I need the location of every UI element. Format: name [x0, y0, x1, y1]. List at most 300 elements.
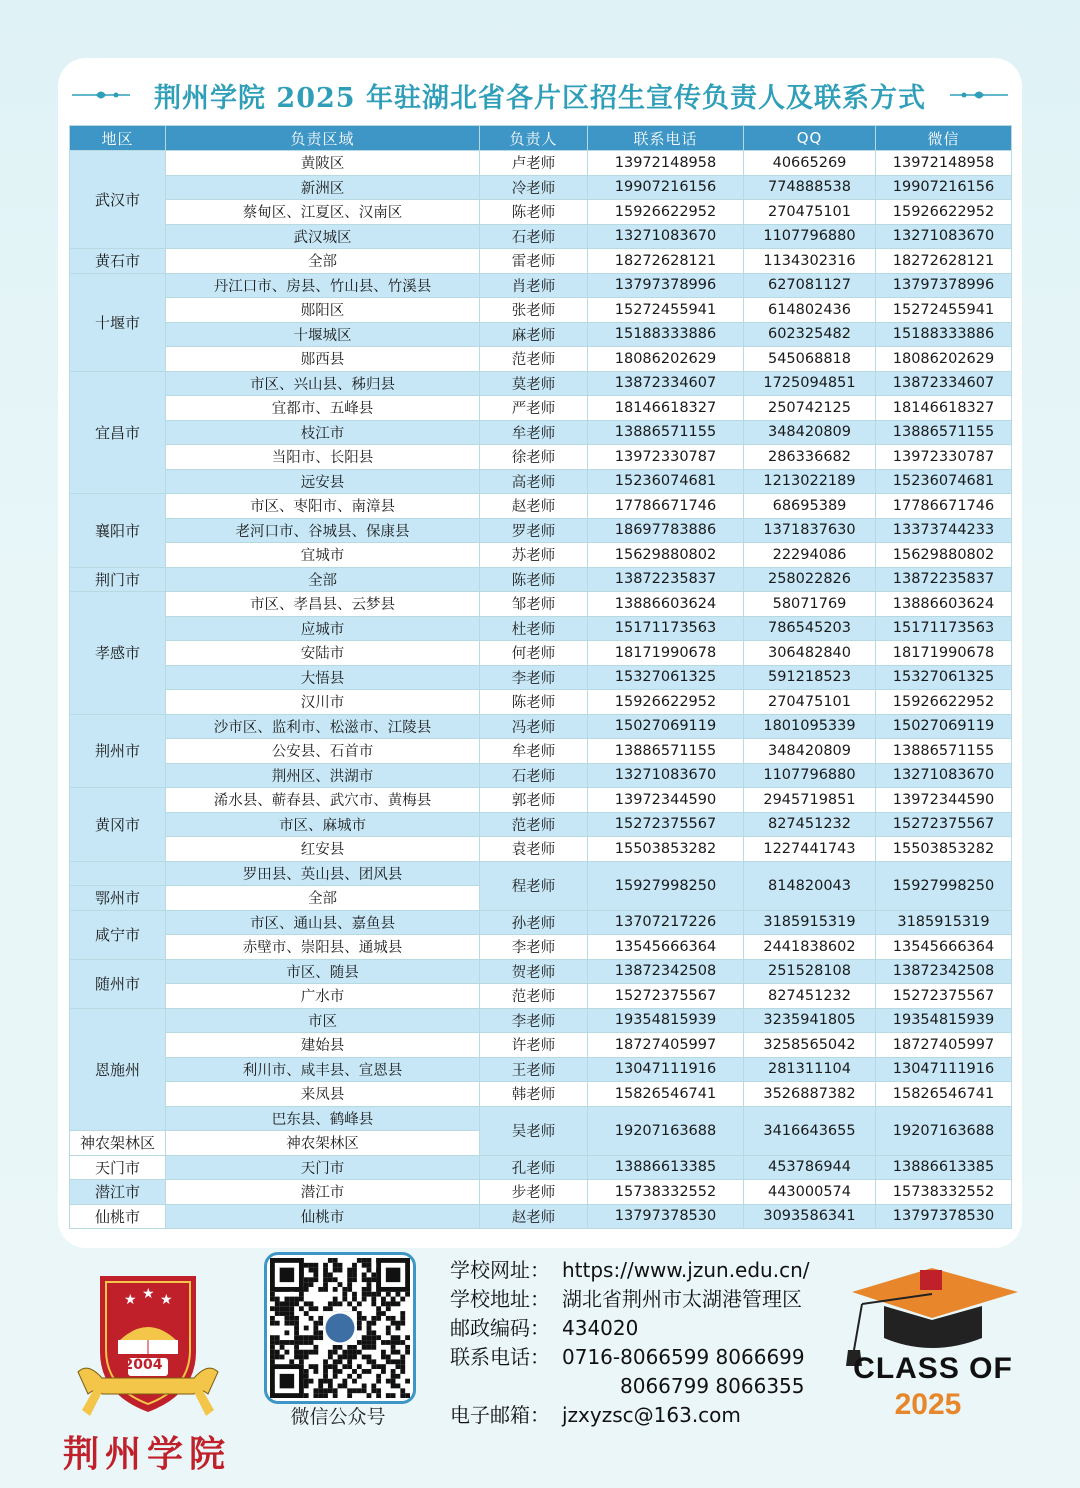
wechat-cell: 15629880802: [876, 543, 1012, 568]
table-row: [70, 322, 1012, 347]
table-row: [70, 592, 1012, 617]
person-cell: 王老师: [480, 1057, 588, 1082]
phone-cell: 15027069119: [588, 714, 744, 739]
person-cell: 步老师: [480, 1180, 588, 1205]
qq-cell: 281311104: [744, 1057, 876, 1082]
phone-cell: 18086202629: [588, 347, 744, 372]
left-ornament-icon: [70, 88, 132, 102]
table-row: [70, 641, 1012, 666]
qq-cell: 627081127: [744, 273, 876, 298]
area-cell: 赤壁市、崇阳县、通城县: [166, 935, 480, 960]
phone-cell: 18146618327: [588, 396, 744, 421]
table-row: [70, 616, 1012, 641]
right-ornament-icon: [948, 88, 1010, 102]
area-cell: 老河口市、谷城县、保康县: [166, 518, 480, 543]
qq-cell: 3258565042: [744, 1033, 876, 1058]
qq-cell: 1107796880: [744, 224, 876, 249]
table-row: [70, 1204, 1012, 1229]
contact-row: [450, 1256, 810, 1285]
area-cell: 浠水县、蕲春县、武穴市、黄梅县: [166, 788, 480, 813]
qq-cell: 614802436: [744, 298, 876, 323]
table-row: [70, 812, 1012, 837]
title-row: [0, 60, 1080, 130]
wechat-cell: 19907216156: [876, 175, 1012, 200]
phone-cell: 15826546741: [588, 1082, 744, 1107]
phone-cell: 13047111916: [588, 1057, 744, 1082]
wechat-cell: 13972330787: [876, 445, 1012, 470]
phone-cell: 13872235837: [588, 567, 744, 592]
wechat-cell: 13271083670: [876, 763, 1012, 788]
qq-cell: 3235941805: [744, 1008, 876, 1033]
phone-cell: 15503853282: [588, 837, 744, 862]
table-row: [70, 273, 1012, 298]
region-cell: 襄阳市: [70, 494, 166, 568]
table-row: [70, 420, 1012, 445]
wechat-cell: 18272628121: [876, 249, 1012, 274]
person-cell: 李老师: [480, 935, 588, 960]
area-cell: 沙市区、监利市、松滋市、江陵县: [166, 714, 480, 739]
qq-cell: 258022826: [744, 567, 876, 592]
phone-cell: 13886571155: [588, 739, 744, 764]
area-cell: 大悟县: [166, 665, 480, 690]
qq-cell: 1725094851: [744, 371, 876, 396]
area-cell: 利川市、咸丰县、宣恩县: [166, 1057, 480, 1082]
region-cell: 鄂州市: [70, 886, 166, 911]
col-header-phone: 联系电话: [588, 126, 744, 151]
col-header-qq: QQ: [744, 126, 876, 151]
wechat-cell: 19354815939: [876, 1008, 1012, 1033]
phone-cell: 18697783886: [588, 518, 744, 543]
phone-cell: 13797378996: [588, 273, 744, 298]
qq-cell: 2945719851: [744, 788, 876, 813]
phone-cell: 18272628121: [588, 249, 744, 274]
area-cell: 市区、麻城市: [166, 812, 480, 837]
region-cell: 神农架林区: [70, 1131, 166, 1156]
phone-cell: 15272375567: [588, 812, 744, 837]
contact-label: [450, 1372, 562, 1401]
contact-row: [450, 1343, 810, 1372]
wechat-cell: 15503853282: [876, 837, 1012, 862]
contact-row: [450, 1285, 810, 1314]
person-cell: 杜老师: [480, 616, 588, 641]
col-header-wechat: 微信: [876, 126, 1012, 151]
table-row: [70, 1155, 1012, 1180]
person-cell: 张老师: [480, 298, 588, 323]
table-row: [70, 763, 1012, 788]
person-cell: 石老师: [480, 224, 588, 249]
wechat-cell: 13886571155: [876, 420, 1012, 445]
area-cell: 仙桃市: [166, 1204, 480, 1229]
area-cell: 荆州区、洪湖市: [166, 763, 480, 788]
wechat-cell: 15272455941: [876, 298, 1012, 323]
contact-value[interactable]: jzxyzsc@163.com: [562, 1403, 741, 1427]
qq-cell: 3416643655: [744, 1106, 876, 1155]
school-name-logo: 荆州学院: [62, 1433, 231, 1475]
area-cell: 广水市: [166, 984, 480, 1009]
contact-label: 联系电话：: [450, 1345, 550, 1369]
region-cell: 黄冈市: [70, 788, 166, 862]
area-cell: 全部: [166, 886, 480, 911]
person-cell: 吴老师: [480, 1106, 588, 1155]
person-cell: 牟老师: [480, 420, 588, 445]
table-row: [70, 1106, 1012, 1131]
qq-cell: 786545203: [744, 616, 876, 641]
person-cell: 赵老师: [480, 1204, 588, 1229]
wechat-cell: 3185915319: [876, 910, 1012, 935]
qq-cell: 774888538: [744, 175, 876, 200]
phone-cell: 13886571155: [588, 420, 744, 445]
table-row: [70, 690, 1012, 715]
qr-caption: 微信公众号: [290, 1406, 386, 1428]
person-cell: 麻老师: [480, 322, 588, 347]
area-cell: 市区: [166, 1008, 480, 1033]
phone-cell: 15926622952: [588, 690, 744, 715]
area-cell: 市区、兴山县、秭归县: [166, 371, 480, 396]
table-row: [70, 347, 1012, 372]
area-cell: 宜城市: [166, 543, 480, 568]
phone-cell: 13972344590: [588, 788, 744, 813]
person-cell: 牟老师: [480, 739, 588, 764]
contact-label: 学校网址：: [450, 1258, 550, 1282]
contact-row: [450, 1401, 810, 1430]
contact-label: 电子邮箱：: [450, 1403, 550, 1427]
wechat-cell: 13545666364: [876, 935, 1012, 960]
col-header-area: 负责区域: [166, 126, 480, 151]
qq-cell: 40665269: [744, 151, 876, 176]
area-cell: 十堰城区: [166, 322, 480, 347]
region-cell: 武汉市: [70, 151, 166, 249]
phone-cell: 15629880802: [588, 543, 744, 568]
person-cell: 李老师: [480, 1008, 588, 1033]
wechat-cell: 13872334607: [876, 371, 1012, 396]
table-row: [70, 175, 1012, 200]
wechat-cell: 15926622952: [876, 690, 1012, 715]
area-cell: 应城市: [166, 616, 480, 641]
region-cell: 荆门市: [70, 567, 166, 592]
qq-cell: 1371837630: [744, 518, 876, 543]
phone-cell: 15171173563: [588, 616, 744, 641]
phone-cell: 18171990678: [588, 641, 744, 666]
area-cell: 市区、通山县、嘉鱼县: [166, 910, 480, 935]
area-cell: 天门市: [166, 1155, 480, 1180]
person-cell: 许老师: [480, 1033, 588, 1058]
area-cell: 汉川市: [166, 690, 480, 715]
area-cell: 宜都市、五峰县: [166, 396, 480, 421]
table-row: [70, 494, 1012, 519]
wechat-cell: 15188333886: [876, 322, 1012, 347]
qq-cell: 814820043: [744, 861, 876, 910]
phone-cell: 19907216156: [588, 175, 744, 200]
qq-cell: 1107796880: [744, 763, 876, 788]
area-cell: 当阳市、长阳县: [166, 445, 480, 470]
person-cell: 何老师: [480, 641, 588, 666]
phone-cell: 15738332552: [588, 1180, 744, 1205]
wechat-cell: 15327061325: [876, 665, 1012, 690]
table-row: [70, 224, 1012, 249]
table-row: [70, 469, 1012, 494]
footer: [0, 1248, 1080, 1488]
svg-text:★: ★: [160, 1292, 173, 1308]
qq-cell: 306482840: [744, 641, 876, 666]
phone-cell: 13271083670: [588, 763, 744, 788]
person-cell: 范老师: [480, 812, 588, 837]
person-cell: 范老师: [480, 984, 588, 1009]
person-cell: 陈老师: [480, 690, 588, 715]
table-row: [70, 714, 1012, 739]
person-cell: 石老师: [480, 763, 588, 788]
qq-cell: 3185915319: [744, 910, 876, 935]
person-cell: 孙老师: [480, 910, 588, 935]
table-row: [70, 935, 1012, 960]
person-cell: 罗老师: [480, 518, 588, 543]
wechat-cell: 13886571155: [876, 739, 1012, 764]
person-cell: 严老师: [480, 396, 588, 421]
wechat-cell: 15926622952: [876, 200, 1012, 225]
contact-value: 434020: [562, 1316, 639, 1340]
wechat-cell: 17786671746: [876, 494, 1012, 519]
contact-value: 8066799 8066355: [620, 1374, 805, 1398]
person-cell: 贺老师: [480, 959, 588, 984]
person-cell: 袁老师: [480, 837, 588, 862]
table-body: [70, 151, 1012, 1229]
wechat-cell: 13271083670: [876, 224, 1012, 249]
area-cell: 罗田县、英山县、团风县: [166, 861, 480, 886]
table-row: [70, 567, 1012, 592]
wechat-cell: 13872235837: [876, 567, 1012, 592]
wechat-cell: 13886613385: [876, 1155, 1012, 1180]
contact-value[interactable]: https://www.jzun.edu.cn/: [562, 1258, 810, 1282]
qq-cell: 1227441743: [744, 837, 876, 862]
class-year-text: 2025: [894, 1388, 962, 1421]
wechat-cell: 18146618327: [876, 396, 1012, 421]
table-row: [70, 861, 1012, 886]
area-cell: 安陆市: [166, 641, 480, 666]
phone-cell: 15188333886: [588, 322, 744, 347]
table-row: [70, 984, 1012, 1009]
wechat-cell: 13797378530: [876, 1204, 1012, 1229]
contact-info: [450, 1256, 810, 1430]
col-header-region: 地区: [70, 126, 166, 151]
person-cell: 冯老师: [480, 714, 588, 739]
table-row: [70, 788, 1012, 813]
person-cell: 程老师: [480, 861, 588, 910]
qq-cell: 827451232: [744, 984, 876, 1009]
phone-cell: 13872334607: [588, 371, 744, 396]
area-cell: 黄陂区: [166, 151, 480, 176]
contact-row: [450, 1314, 810, 1343]
wechat-cell: 15738332552: [876, 1180, 1012, 1205]
wechat-cell: 15826546741: [876, 1082, 1012, 1107]
region-cell: 仙桃市: [70, 1204, 166, 1229]
area-cell: 建始县: [166, 1033, 480, 1058]
table-row: [70, 1057, 1012, 1082]
area-cell: 巴东县、鹤峰县: [166, 1106, 480, 1131]
area-cell: 新洲区: [166, 175, 480, 200]
person-cell: 陈老师: [480, 200, 588, 225]
person-cell: 冷老师: [480, 175, 588, 200]
qq-cell: 453786944: [744, 1155, 876, 1180]
class-of-text: CLASS OF: [853, 1352, 1013, 1385]
wechat-cell: 13797378996: [876, 273, 1012, 298]
table-row: [70, 1180, 1012, 1205]
svg-text:★: ★: [142, 1286, 155, 1302]
qq-cell: 591218523: [744, 665, 876, 690]
area-cell: 丹江口市、房县、竹山县、竹溪县: [166, 273, 480, 298]
qq-cell: 545068818: [744, 347, 876, 372]
region-cell: 宜昌市: [70, 371, 166, 494]
phone-cell: 15236074681: [588, 469, 744, 494]
area-cell: 远安县: [166, 469, 480, 494]
wechat-cell: 19207163688: [876, 1106, 1012, 1155]
phone-cell: 13545666364: [588, 935, 744, 960]
wechat-cell: 13972344590: [876, 788, 1012, 813]
phone-cell: 19354815939: [588, 1008, 744, 1033]
table-row: [70, 543, 1012, 568]
qq-cell: 22294086: [744, 543, 876, 568]
region-cell: 潜江市: [70, 1180, 166, 1205]
phone-cell: 15327061325: [588, 665, 744, 690]
qq-cell: 1134302316: [744, 249, 876, 274]
qq-cell: 286336682: [744, 445, 876, 470]
person-cell: 高老师: [480, 469, 588, 494]
table-row: [70, 1033, 1012, 1058]
table-row: [70, 249, 1012, 274]
phone-cell: 13972148958: [588, 151, 744, 176]
person-cell: 李老师: [480, 665, 588, 690]
qq-cell: 250742125: [744, 396, 876, 421]
wechat-cell: 15236074681: [876, 469, 1012, 494]
region-cell: 十堰市: [70, 273, 166, 371]
table-row: [70, 665, 1012, 690]
wechat-cell: 18086202629: [876, 347, 1012, 372]
wechat-cell: 15027069119: [876, 714, 1012, 739]
region-cell: 随州市: [70, 959, 166, 1008]
person-cell: 卢老师: [480, 151, 588, 176]
table-row: [70, 371, 1012, 396]
person-cell: 范老师: [480, 347, 588, 372]
table-row: [70, 739, 1012, 764]
table-row: [70, 396, 1012, 421]
qq-cell: 348420809: [744, 739, 876, 764]
table-row: [70, 910, 1012, 935]
phone-cell: 13886613385: [588, 1155, 744, 1180]
phone-cell: 15926622952: [588, 200, 744, 225]
person-cell: 孔老师: [480, 1155, 588, 1180]
area-cell: 公安县、石首市: [166, 739, 480, 764]
svg-text:★: ★: [124, 1292, 137, 1308]
person-cell: 郭老师: [480, 788, 588, 813]
qq-cell: 58071769: [744, 592, 876, 617]
person-cell: 肖老师: [480, 273, 588, 298]
phone-cell: 19207163688: [588, 1106, 744, 1155]
area-cell: 全部: [166, 249, 480, 274]
phone-cell: 13707217226: [588, 910, 744, 935]
table-row: [70, 1082, 1012, 1107]
region-cell: 黄石市: [70, 249, 166, 274]
phone-cell: 13872342508: [588, 959, 744, 984]
region-cell: 天门市: [70, 1155, 166, 1180]
person-cell: 雷老师: [480, 249, 588, 274]
area-cell: 市区、随县: [166, 959, 480, 984]
area-cell: 蔡甸区、江夏区、汉南区: [166, 200, 480, 225]
region-cell: [70, 861, 166, 886]
table-row: [70, 1008, 1012, 1033]
qq-cell: 443000574: [744, 1180, 876, 1205]
phone-cell: 15272455941: [588, 298, 744, 323]
table-row: [70, 518, 1012, 543]
area-cell: 郧阳区: [166, 298, 480, 323]
qr-code[interactable]: [264, 1252, 416, 1404]
phone-cell: 17786671746: [588, 494, 744, 519]
table-row: [70, 200, 1012, 225]
contact-row: [450, 1372, 810, 1401]
area-cell: 来凤县: [166, 1082, 480, 1107]
area-cell: 郧西县: [166, 347, 480, 372]
person-cell: 苏老师: [480, 543, 588, 568]
wechat-cell: 13373744233: [876, 518, 1012, 543]
table-row: [70, 445, 1012, 470]
area-cell: 红安县: [166, 837, 480, 862]
area-cell: 武汉城区: [166, 224, 480, 249]
area-cell: 枝江市: [166, 420, 480, 445]
contact-label: 邮政编码：: [450, 1316, 550, 1340]
emblem-year: 2004: [123, 1357, 163, 1373]
phone-cell: 15927998250: [588, 861, 744, 910]
contact-value: 0716-8066599 8066699: [562, 1345, 805, 1369]
wechat-cell: 13972148958: [876, 151, 1012, 176]
wechat-cell: 15171173563: [876, 616, 1012, 641]
qq-cell: 3526887382: [744, 1082, 876, 1107]
table-row: [70, 298, 1012, 323]
region-cell: 恩施州: [70, 1008, 166, 1131]
qq-cell: 1213022189: [744, 469, 876, 494]
phone-cell: 13271083670: [588, 224, 744, 249]
phone-cell: 15272375567: [588, 984, 744, 1009]
qq-cell: 251528108: [744, 959, 876, 984]
area-cell: 市区、孝昌县、云梦县: [166, 592, 480, 617]
wechat-cell: 13886603624: [876, 592, 1012, 617]
qq-cell: 270475101: [744, 200, 876, 225]
qq-cell: 2441838602: [744, 935, 876, 960]
wechat-cell: 15272375567: [876, 984, 1012, 1009]
person-cell: 莫老师: [480, 371, 588, 396]
contact-value: 湖北省荆州市太湖港管理区: [562, 1287, 802, 1311]
table-row: [70, 959, 1012, 984]
person-cell: 徐老师: [480, 445, 588, 470]
phone-cell: 18727405997: [588, 1033, 744, 1058]
contact-label: 学校地址：: [450, 1287, 550, 1311]
qq-cell: 68695389: [744, 494, 876, 519]
qq-cell: 3093586341: [744, 1204, 876, 1229]
phone-cell: 13797378530: [588, 1204, 744, 1229]
wechat-cell: 18727405997: [876, 1033, 1012, 1058]
wechat-cell: 15927998250: [876, 861, 1012, 910]
table-header-row: [70, 126, 1012, 151]
qq-cell: 1801095339: [744, 714, 876, 739]
area-cell: 潜江市: [166, 1180, 480, 1205]
region-cell: 荆州市: [70, 714, 166, 788]
area-cell: 神农架林区: [166, 1131, 480, 1156]
qq-cell: 827451232: [744, 812, 876, 837]
wechat-cell: 18171990678: [876, 641, 1012, 666]
col-header-person: 负责人: [480, 126, 588, 151]
qr-code-icon: [270, 1258, 410, 1398]
area-cell: 全部: [166, 567, 480, 592]
contact-table: [69, 125, 1012, 1229]
page-title: 荆州学院 2025 年驻湖北省各片区招生宣传负责人及联系方式: [154, 82, 926, 114]
table-row: [70, 837, 1012, 862]
school-emblem-icon: [58, 1260, 238, 1440]
